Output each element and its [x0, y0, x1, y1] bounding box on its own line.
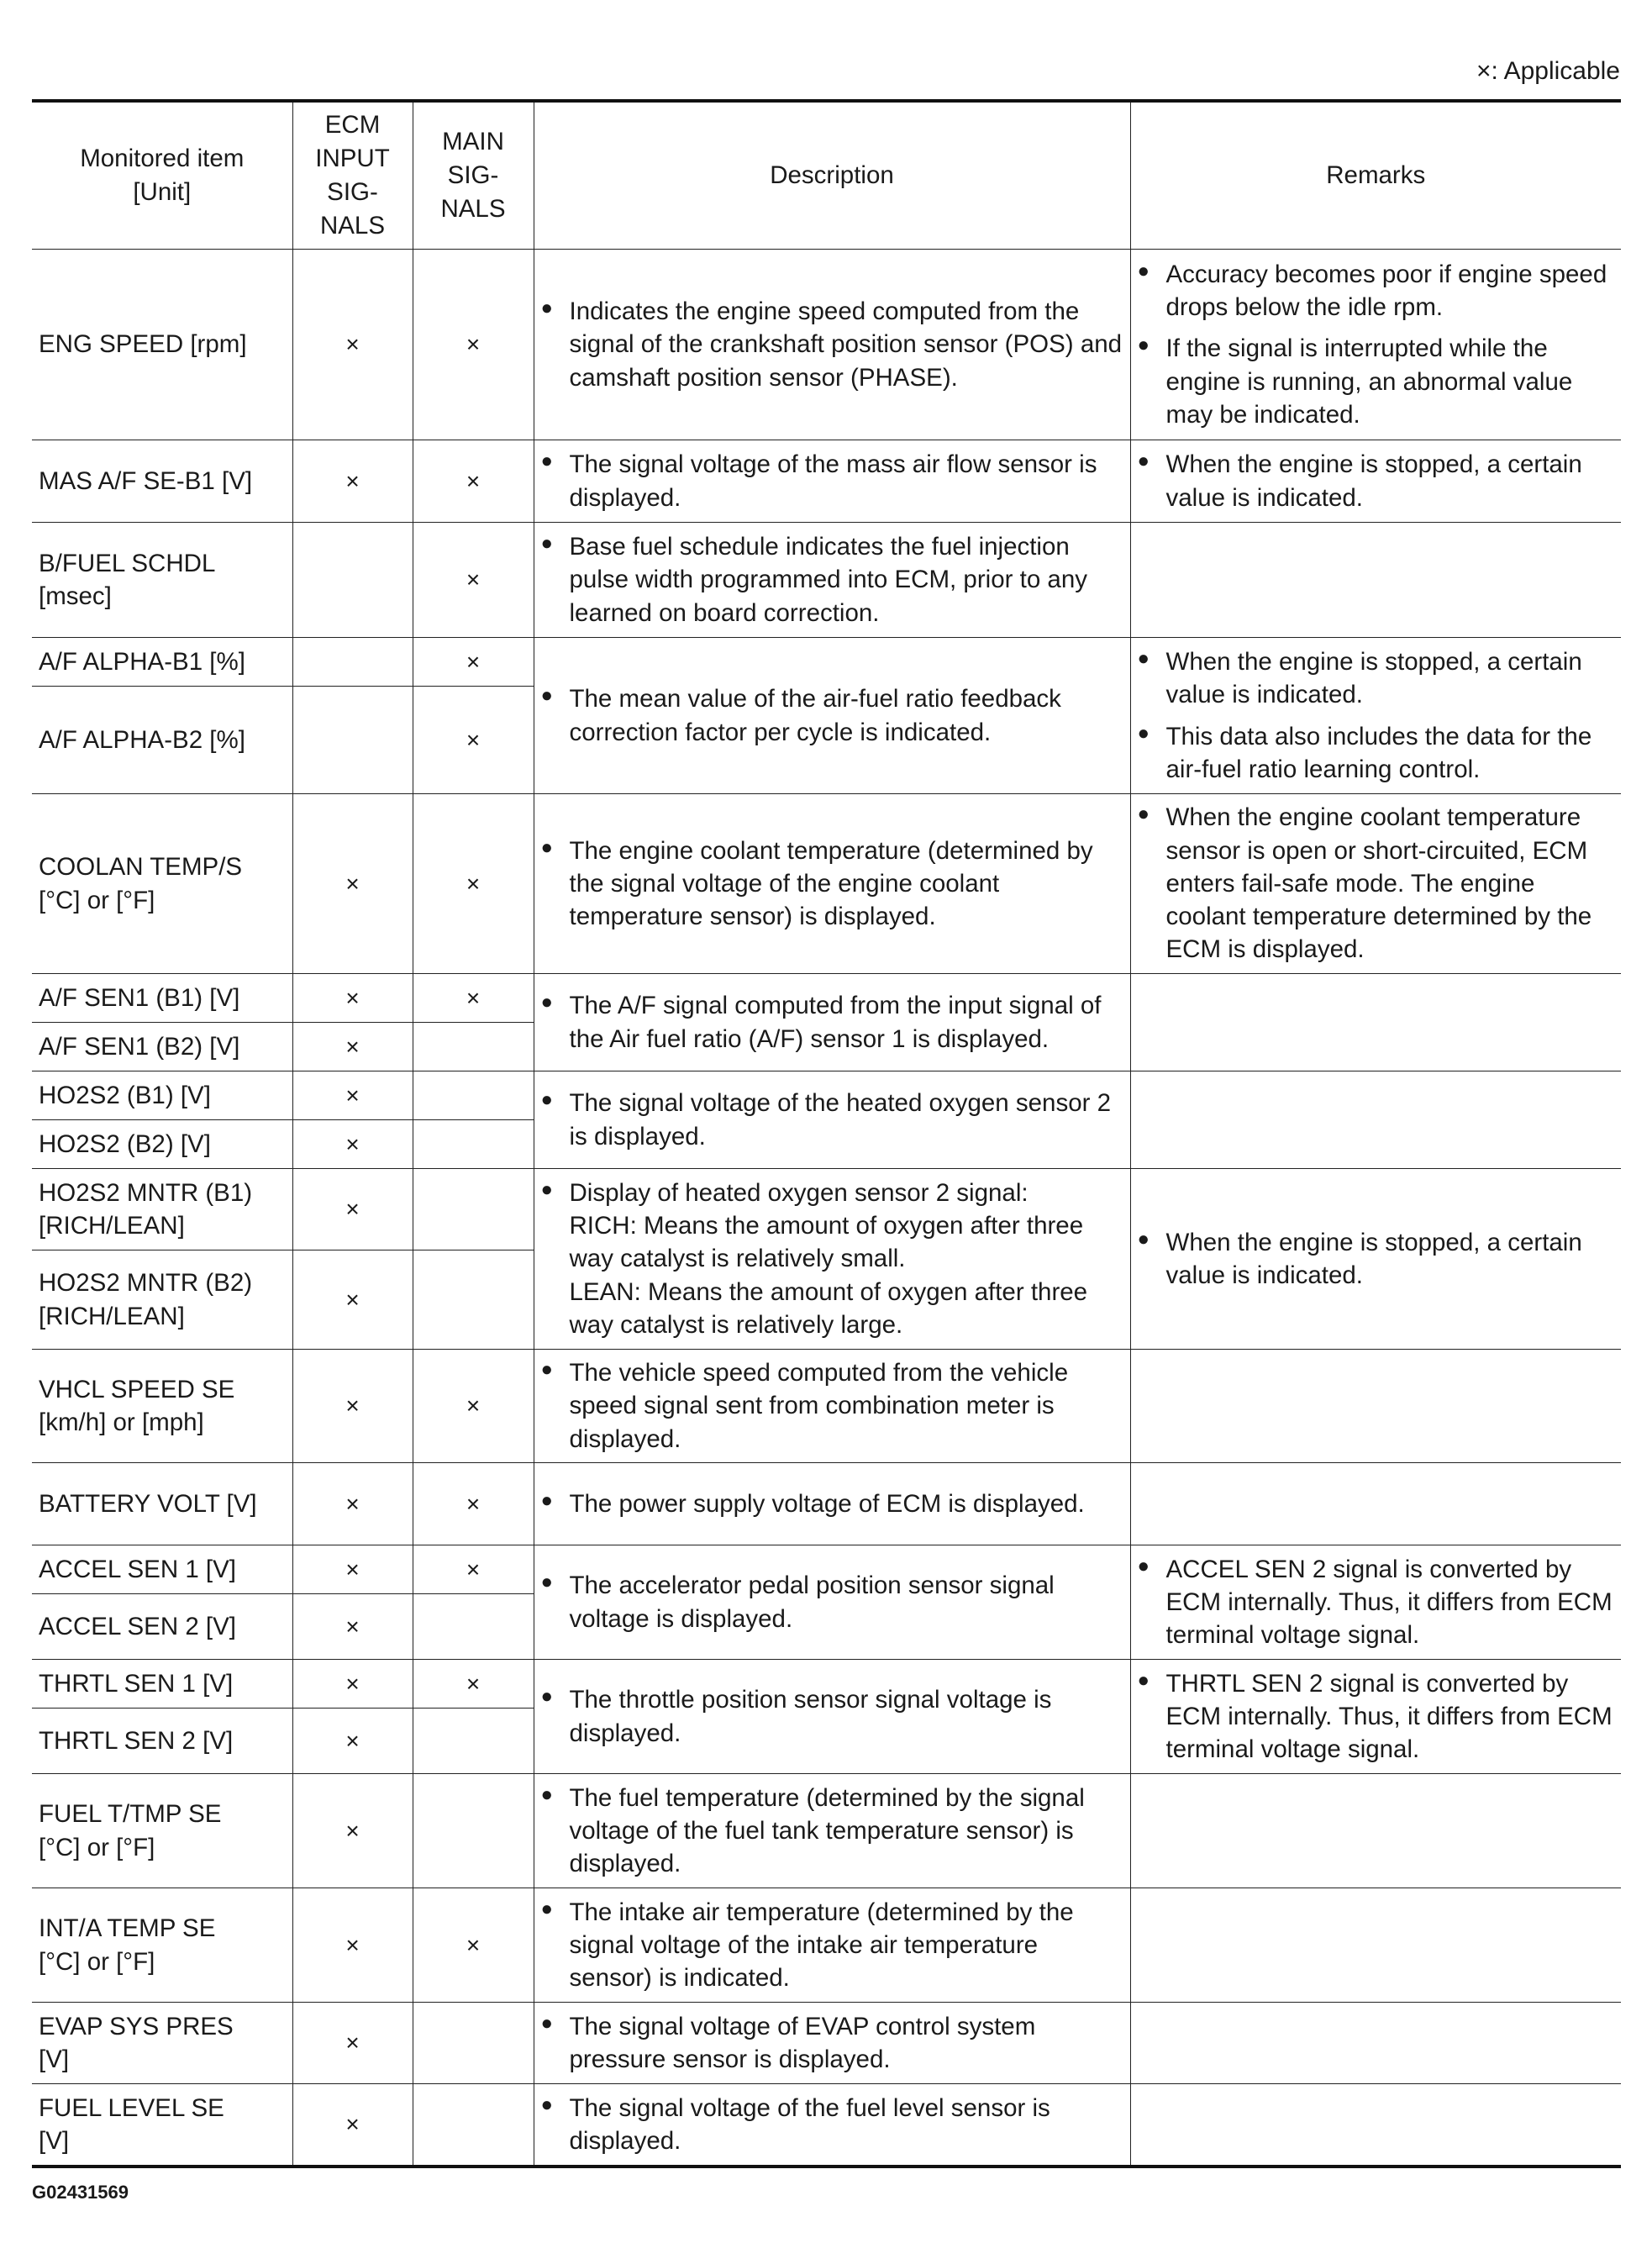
description-bullet: ● The vehicle speed computed from the vehicle speed signal sent from combination meter is displayed. [541, 1356, 1123, 1456]
table-row [32, 2084, 1621, 2167]
ecm-mark: × [292, 1350, 413, 1463]
item-cell: ACCEL SEN 2 [V] [32, 1594, 292, 1660]
main-mark: × [413, 687, 534, 794]
description-cell [534, 974, 1130, 1071]
table-row [32, 638, 1621, 687]
ecm-mark [292, 523, 413, 638]
item-cell: HO2S2 MNTR (B2) [RICH/LEAN] [32, 1250, 292, 1350]
description-cell [534, 440, 1130, 523]
table-row [32, 1660, 1621, 1709]
ecm-mark: × [292, 1463, 413, 1545]
item-cell: B/FUEL SCHDL [msec] [32, 523, 292, 638]
remarks-cell [1130, 250, 1621, 440]
main-mark [413, 1594, 534, 1660]
description-bullet: ● Display of heated oxygen sensor 2 signal: RICH: Means the amount of oxygen after three way catalyst is relatively small. LEAN: Means the amount of oxygen after three way catalyst is relatively large. [541, 1177, 1123, 1341]
main-mark [413, 2084, 534, 2167]
ecm-mark: × [292, 2003, 413, 2084]
table-row [32, 1350, 1621, 1463]
description-cell [534, 250, 1130, 440]
main-mark [413, 1169, 534, 1250]
remark-bullet: ● When the engine is stopped, a certain value is indicated. [1138, 1226, 1615, 1292]
item-cell: THRTL SEN 1 [V] [32, 1660, 292, 1709]
ecm-mark: × [292, 974, 413, 1023]
remarks-cell [1130, 1660, 1621, 1774]
description-cell [534, 1774, 1130, 1888]
item-cell: HO2S2 MNTR (B1) [RICH/LEAN] [32, 1169, 292, 1250]
table-row [32, 1169, 1621, 1250]
main-mark: × [413, 974, 534, 1023]
header-monitored-item: Monitored item [Unit] [32, 101, 292, 250]
description-bullet: ● The mean value of the air-fuel ratio feedback correction factor per cycle is indicated. [541, 682, 1123, 748]
description-cell [534, 1169, 1130, 1350]
ecm-mark: × [292, 440, 413, 523]
remarks-cell [1130, 2003, 1621, 2084]
main-mark: × [413, 1350, 534, 1463]
remarks-cell [1130, 1350, 1621, 1463]
item-cell: BATTERY VOLT [V] [32, 1463, 292, 1545]
main-mark: × [413, 1660, 534, 1709]
remarks-cell [1130, 974, 1621, 1071]
description-cell [534, 638, 1130, 794]
main-mark: × [413, 440, 534, 523]
item-cell: FUEL LEVEL SE [V] [32, 2084, 292, 2167]
ecm-mark [292, 687, 413, 794]
main-mark [413, 1709, 534, 1774]
table-header-row [32, 101, 1621, 250]
ecm-mark: × [292, 1709, 413, 1774]
item-cell: THRTL SEN 2 [V] [32, 1709, 292, 1774]
description-cell [534, 1660, 1130, 1774]
description-bullet: ● The power supply voltage of ECM is displayed. [541, 1487, 1123, 1520]
item-cell: INT/A TEMP SE [°C] or [°F] [32, 1888, 292, 2003]
remarks-cell [1130, 1888, 1621, 2003]
description-cell [534, 2084, 1130, 2167]
main-mark [413, 1250, 534, 1350]
table-row [32, 1888, 1621, 2003]
remark-bullet: ● When the engine is stopped, a certain value is indicated. [1138, 448, 1615, 513]
main-mark [413, 1023, 534, 1071]
main-mark [413, 1774, 534, 1888]
main-mark [413, 2003, 534, 2084]
remarks-cell [1130, 1545, 1621, 1660]
data-monitor-table [32, 99, 1621, 2168]
header-remarks: Remarks [1130, 101, 1621, 250]
ecm-mark: × [292, 1023, 413, 1071]
main-mark [413, 1120, 534, 1169]
description-bullet: ● The A/F signal computed from the input signal of the Air fuel ratio (A/F) sensor 1 is displayed. [541, 989, 1123, 1055]
description-cell [534, 794, 1130, 974]
ecm-mark: × [292, 1888, 413, 2003]
main-mark: × [413, 523, 534, 638]
item-cell: A/F ALPHA-B1 [%] [32, 638, 292, 687]
remarks-cell [1130, 1169, 1621, 1350]
item-cell: A/F SEN1 (B1) [V] [32, 974, 292, 1023]
ecm-mark [292, 638, 413, 687]
ecm-mark: × [292, 1545, 413, 1594]
item-cell: A/F ALPHA-B2 [%] [32, 687, 292, 794]
description-bullet: ● The signal voltage of the mass air flow sensor is displayed. [541, 448, 1123, 513]
description-bullet: ● The signal voltage of EVAP control system pressure sensor is displayed. [541, 2010, 1123, 2076]
main-mark: × [413, 638, 534, 687]
table-row [32, 2003, 1621, 2084]
remark-bullet: ● If the signal is interrupted while the engine is running, an abnormal value may be indicated. [1138, 332, 1615, 431]
item-cell: VHCL SPEED SE [km/h] or [mph] [32, 1350, 292, 1463]
ecm-mark: × [292, 1660, 413, 1709]
header-description: Description [534, 101, 1130, 250]
item-cell: ENG SPEED [rpm] [32, 250, 292, 440]
remarks-cell [1130, 1774, 1621, 1888]
description-bullet: ● The fuel temperature (determined by the signal voltage of the fuel tank temperature sensor) is displayed. [541, 1782, 1123, 1881]
ecm-mark: × [292, 794, 413, 974]
table-row [32, 1071, 1621, 1120]
main-mark: × [413, 250, 534, 440]
ecm-mark: × [292, 1594, 413, 1660]
remark-bullet: ● When the engine is stopped, a certain value is indicated. [1138, 645, 1615, 711]
main-mark: × [413, 794, 534, 974]
header-main-signals: MAIN SIG- NALS [413, 101, 534, 250]
remark-bullet: ● Accuracy becomes poor if engine speed drops below the idle rpm. [1138, 258, 1615, 324]
description-bullet: ● Base fuel schedule indicates the fuel injection pulse width programmed into ECM, prior to any learned on board correction. [541, 530, 1123, 629]
table-row [32, 523, 1621, 638]
main-mark: × [413, 1463, 534, 1545]
remark-bullet: ● This data also includes the data for the air-fuel ratio learning control. [1138, 720, 1615, 786]
remarks-cell [1130, 1463, 1621, 1545]
description-cell [534, 1350, 1130, 1463]
description-bullet: ● The throttle position sensor signal voltage is displayed. [541, 1683, 1123, 1749]
table-row [32, 974, 1621, 1023]
description-cell [534, 1071, 1130, 1169]
remarks-cell [1130, 2084, 1621, 2167]
item-cell: COOLAN TEMP/S [°C] or [°F] [32, 794, 292, 974]
description-cell [534, 1888, 1130, 2003]
main-mark [413, 1071, 534, 1120]
ecm-mark: × [292, 1169, 413, 1250]
item-cell: HO2S2 (B2) [V] [32, 1120, 292, 1169]
table-row [32, 1545, 1621, 1594]
remark-bullet: ● ACCEL SEN 2 signal is converted by ECM internally. Thus, it differs from ECM terminal voltage signal. [1138, 1553, 1615, 1652]
table-row [32, 250, 1621, 440]
main-mark: × [413, 1888, 534, 2003]
ecm-mark: × [292, 250, 413, 440]
item-cell: A/F SEN1 (B2) [V] [32, 1023, 292, 1071]
description-cell [534, 523, 1130, 638]
remark-bullet: ● When the engine coolant temperature sensor is open or short-circuited, ECM enters fail-safe mode. The engine coolant temperature determined by the ECM is displayed. [1138, 801, 1615, 966]
table-row [32, 1463, 1621, 1545]
ecm-mark: × [292, 1120, 413, 1169]
item-cell: FUEL T/TMP SE [°C] or [°F] [32, 1774, 292, 1888]
ecm-mark: × [292, 1071, 413, 1120]
description-cell [534, 1545, 1130, 1660]
description-bullet: ● The signal voltage of the heated oxygen sensor 2 is displayed. [541, 1087, 1123, 1152]
ecm-mark: × [292, 1774, 413, 1888]
remarks-cell [1130, 794, 1621, 974]
item-cell: HO2S2 (B1) [V] [32, 1071, 292, 1120]
description-bullet: ● The intake air temperature (determined by the signal voltage of the intake air temperature sensor) is indicated. [541, 1896, 1123, 1995]
table-row [32, 440, 1621, 523]
ecm-mark: × [292, 2084, 413, 2167]
table-row [32, 794, 1621, 974]
remarks-cell [1130, 1071, 1621, 1169]
remark-bullet: ● THRTL SEN 2 signal is converted by ECM internally. Thus, it differs from ECM terminal voltage signal. [1138, 1667, 1615, 1766]
remarks-cell [1130, 440, 1621, 523]
item-cell: MAS A/F SE-B1 [V] [32, 440, 292, 523]
description-bullet: ● The accelerator pedal position sensor signal voltage is displayed. [541, 1569, 1123, 1635]
description-cell [534, 2003, 1130, 2084]
header-ecm-input-signals: ECM INPUT SIG- NALS [292, 101, 413, 250]
remarks-cell [1130, 523, 1621, 638]
description-bullet: ● The signal voltage of the fuel level sensor is displayed. [541, 2092, 1123, 2157]
item-cell: ACCEL SEN 1 [V] [32, 1545, 292, 1594]
description-bullet: ● The engine coolant temperature (determined by the signal voltage of the engine coolant temperature sensor) is displayed. [541, 835, 1123, 934]
figure-id: G02431569 [32, 2182, 129, 2203]
description-bullet: ● Indicates the engine speed computed from the signal of the crankshaft position sensor (POS) and camshaft position sensor (PHASE). [541, 295, 1123, 394]
remarks-cell [1130, 638, 1621, 794]
description-cell [534, 1463, 1130, 1545]
applicable-legend: ×: Applicable [1476, 57, 1620, 85]
table-row [32, 1774, 1621, 1888]
item-cell: EVAP SYS PRES [V] [32, 2003, 292, 2084]
ecm-mark: × [292, 1250, 413, 1350]
main-mark: × [413, 1545, 534, 1594]
